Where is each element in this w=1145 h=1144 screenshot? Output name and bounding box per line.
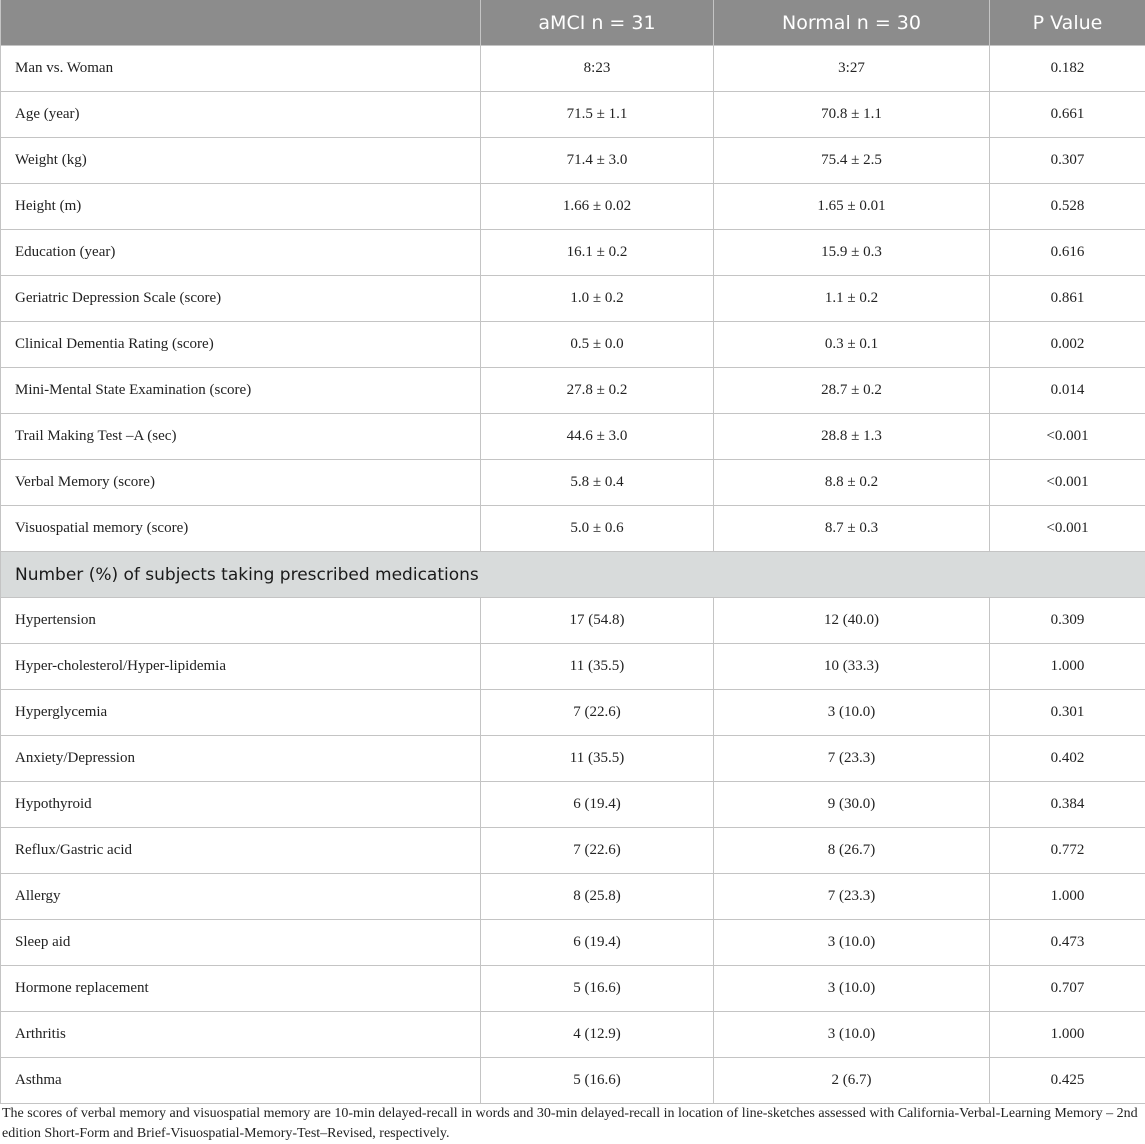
table-row <box>1 644 1145 690</box>
amci-value: 27.8 ± 0.2 <box>481 368 714 414</box>
normal-value: 1.65 ± 0.01 <box>714 184 990 230</box>
row-label: Anxiety/Depression <box>1 736 481 782</box>
normal-value: 7 (23.3) <box>714 736 990 782</box>
table-row <box>1 736 1145 782</box>
header-cell-p-value: P Value <box>990 0 1145 46</box>
table-body <box>1 46 1145 1104</box>
normal-value: 8 (26.7) <box>714 828 990 874</box>
normal-value: 0.3 ± 0.1 <box>714 322 990 368</box>
normal-value: 3 (10.0) <box>714 690 990 736</box>
table-footnote: The scores of verbal memory and visuospatial memory are 10-min delayed-recall in words and 30-min delayed-recall in location of line-sketches assessed with California-Verbal-Learning Memory – 2nd edition Short-Form and Brief-Visuospatial-Memory-Test–Revised, respectively. <box>2 1106 1138 1141</box>
normal-value: 7 (23.3) <box>714 874 990 920</box>
p-value: 0.309 <box>990 598 1145 644</box>
row-label: Reflux/Gastric acid <box>1 828 481 874</box>
p-value: 0.661 <box>990 92 1145 138</box>
row-label: Hyper-cholesterol/Hyper-lipidemia <box>1 644 481 690</box>
row-label: Weight (kg) <box>1 138 481 184</box>
table-row <box>1 414 1145 460</box>
p-value: 0.616 <box>990 230 1145 276</box>
amci-value: 7 (22.6) <box>481 828 714 874</box>
normal-value: 28.7 ± 0.2 <box>714 368 990 414</box>
amci-value: 5 (16.6) <box>481 966 714 1012</box>
row-label: Allergy <box>1 874 481 920</box>
p-value: 0.002 <box>990 322 1145 368</box>
p-value: 0.402 <box>990 736 1145 782</box>
table-row <box>1 230 1145 276</box>
table-row <box>1 920 1145 966</box>
amci-value: 5.8 ± 0.4 <box>481 460 714 506</box>
p-value: 1.000 <box>990 1012 1145 1058</box>
normal-value: 9 (30.0) <box>714 782 990 828</box>
amci-value: 71.4 ± 3.0 <box>481 138 714 184</box>
table-row <box>1 184 1145 230</box>
amci-value: 71.5 ± 1.1 <box>481 92 714 138</box>
p-value: 0.301 <box>990 690 1145 736</box>
table-row <box>1 598 1145 644</box>
table-row <box>1 690 1145 736</box>
header-cell-amci: aMCI n = 31 <box>481 0 714 46</box>
section-title: Number (%) of subjects taking prescribed medications <box>1 552 1145 598</box>
p-value: <0.001 <box>990 506 1145 552</box>
amci-value: 7 (22.6) <box>481 690 714 736</box>
row-label: Verbal Memory (score) <box>1 460 481 506</box>
normal-value: 3 (10.0) <box>714 1012 990 1058</box>
amci-value: 1.0 ± 0.2 <box>481 276 714 322</box>
p-value: 0.473 <box>990 920 1145 966</box>
table-row <box>1 46 1145 92</box>
amci-value: 5 (16.6) <box>481 1058 714 1104</box>
p-value: 0.528 <box>990 184 1145 230</box>
normal-value: 10 (33.3) <box>714 644 990 690</box>
row-label: Man vs. Woman <box>1 46 481 92</box>
p-value: <0.001 <box>990 460 1145 506</box>
row-label: Clinical Dementia Rating (score) <box>1 322 481 368</box>
table-row <box>1 138 1145 184</box>
amci-value: 6 (19.4) <box>481 782 714 828</box>
header-cell-normal: Normal n = 30 <box>714 0 990 46</box>
p-value: 1.000 <box>990 874 1145 920</box>
header-cell-label <box>1 0 481 46</box>
p-value: 0.425 <box>990 1058 1145 1104</box>
normal-value: 12 (40.0) <box>714 598 990 644</box>
normal-value: 3 (10.0) <box>714 920 990 966</box>
amci-value: 17 (54.8) <box>481 598 714 644</box>
row-label: Mini-Mental State Examination (score) <box>1 368 481 414</box>
row-label: Age (year) <box>1 92 481 138</box>
row-label: Hypothyroid <box>1 782 481 828</box>
normal-value: 8.7 ± 0.3 <box>714 506 990 552</box>
amci-value: 11 (35.5) <box>481 736 714 782</box>
p-value: 0.182 <box>990 46 1145 92</box>
normal-value: 1.1 ± 0.2 <box>714 276 990 322</box>
amci-value: 44.6 ± 3.0 <box>481 414 714 460</box>
row-label: Visuospatial memory (score) <box>1 506 481 552</box>
p-value: 0.014 <box>990 368 1145 414</box>
row-label: Hormone replacement <box>1 966 481 1012</box>
normal-value: 75.4 ± 2.5 <box>714 138 990 184</box>
table-row <box>1 460 1145 506</box>
normal-value: 15.9 ± 0.3 <box>714 230 990 276</box>
p-value: 0.772 <box>990 828 1145 874</box>
table-row <box>1 874 1145 920</box>
table-row <box>1 506 1145 552</box>
normal-value: 3 (10.0) <box>714 966 990 1012</box>
amci-value: 5.0 ± 0.6 <box>481 506 714 552</box>
table-row <box>1 322 1145 368</box>
p-value: <0.001 <box>990 414 1145 460</box>
amci-value: 0.5 ± 0.0 <box>481 322 714 368</box>
p-value: 0.307 <box>990 138 1145 184</box>
row-label: Asthma <box>1 1058 481 1104</box>
table-row <box>1 368 1145 414</box>
p-value: 1.000 <box>990 644 1145 690</box>
row-label: Height (m) <box>1 184 481 230</box>
p-value: 0.707 <box>990 966 1145 1012</box>
normal-value: 3:27 <box>714 46 990 92</box>
p-value: 0.384 <box>990 782 1145 828</box>
row-label: Hyperglycemia <box>1 690 481 736</box>
table-row <box>1 92 1145 138</box>
row-label: Arthritis <box>1 1012 481 1058</box>
row-label: Education (year) <box>1 230 481 276</box>
row-label: Geriatric Depression Scale (score) <box>1 276 481 322</box>
amci-value: 11 (35.5) <box>481 644 714 690</box>
table-row <box>1 1012 1145 1058</box>
amci-value: 6 (19.4) <box>481 920 714 966</box>
amci-value: 16.1 ± 0.2 <box>481 230 714 276</box>
table-row <box>1 966 1145 1012</box>
normal-value: 70.8 ± 1.1 <box>714 92 990 138</box>
row-label: Hypertension <box>1 598 481 644</box>
p-value: 0.861 <box>990 276 1145 322</box>
normal-value: 8.8 ± 0.2 <box>714 460 990 506</box>
table-header <box>1 0 1145 46</box>
normal-value: 28.8 ± 1.3 <box>714 414 990 460</box>
normal-value: 2 (6.7) <box>714 1058 990 1104</box>
header-row <box>1 0 1145 46</box>
section-header-row <box>1 552 1145 598</box>
table-row <box>1 276 1145 322</box>
amci-value: 1.66 ± 0.02 <box>481 184 714 230</box>
amci-value: 8 (25.8) <box>481 874 714 920</box>
table-row <box>1 828 1145 874</box>
amci-value: 8:23 <box>481 46 714 92</box>
table-row <box>1 782 1145 828</box>
row-label: Trail Making Test –A (sec) <box>1 414 481 460</box>
table-row <box>1 1058 1145 1104</box>
amci-value: 4 (12.9) <box>481 1012 714 1058</box>
row-label: Sleep aid <box>1 920 481 966</box>
